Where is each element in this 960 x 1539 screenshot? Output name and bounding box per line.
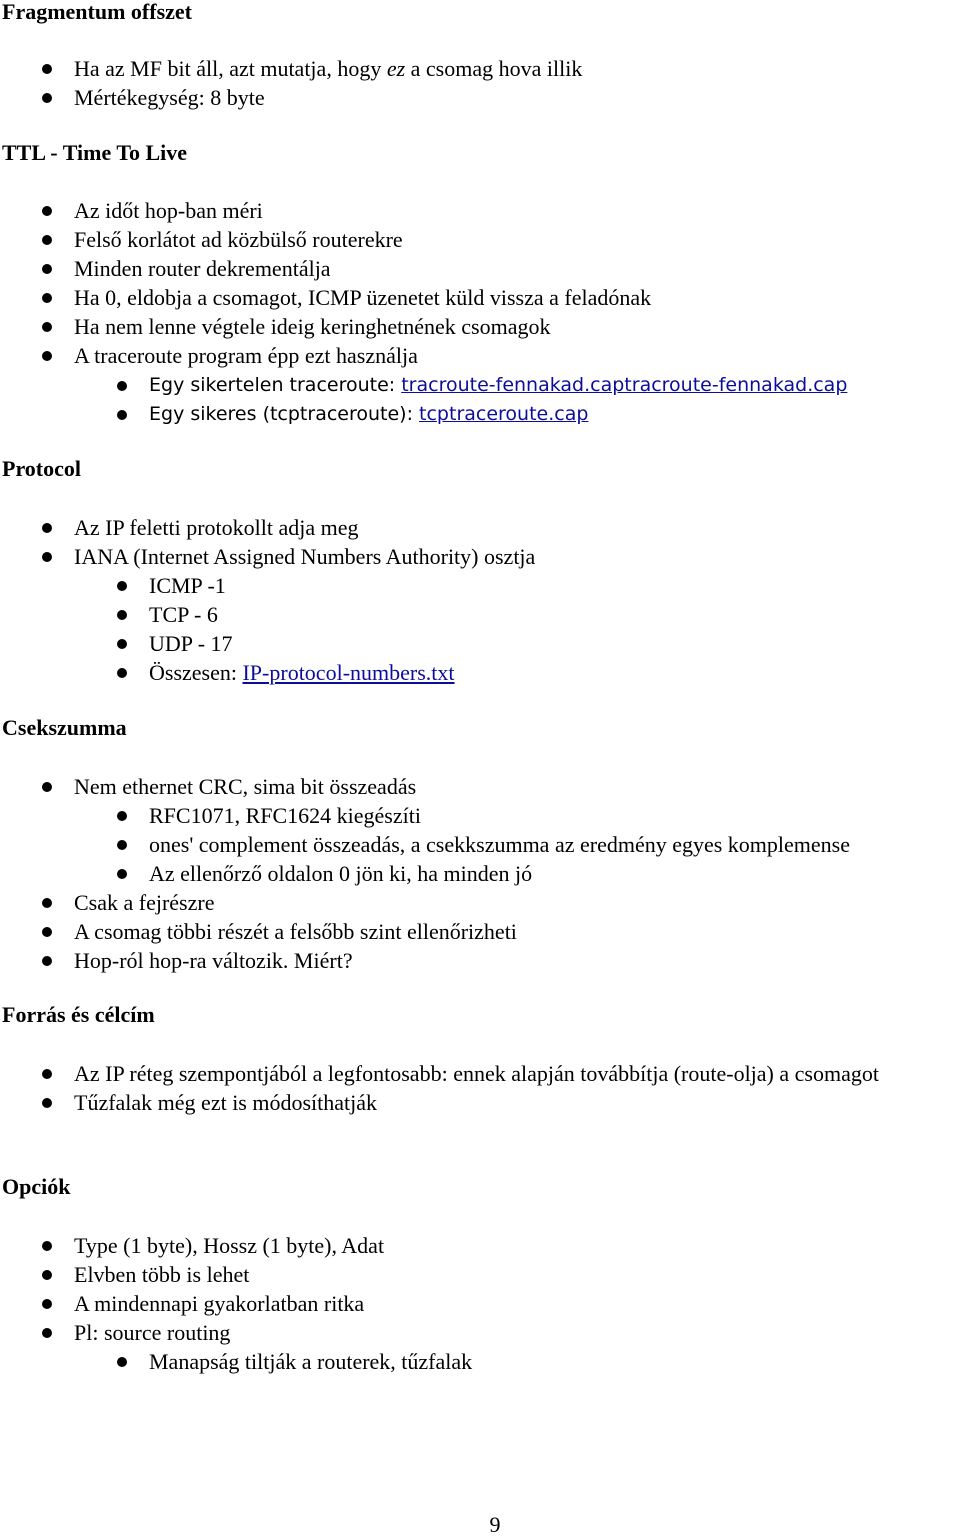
- fragment-offset-list: [40, 54, 582, 112]
- ttl-list: [40, 196, 651, 370]
- bullet-icon: [42, 898, 52, 908]
- bullet-icon: [42, 293, 52, 303]
- protocol-sublist: [115, 571, 455, 687]
- bullet-icon: [42, 351, 52, 361]
- list-item: Hop-ról hop-ra változik. Miért?: [40, 946, 517, 975]
- list-item: Elvben több is lehet: [40, 1260, 384, 1289]
- bullet-icon: [42, 523, 52, 533]
- list-item: Manapság tiltják a routerek, tűzfalak: [115, 1347, 472, 1376]
- list-item: Mértékegység: 8 byte: [40, 83, 582, 112]
- list-item: Ha nem lenne végtele ideig keringhetnének csomagok: [40, 312, 651, 341]
- bullet-icon: [42, 1270, 52, 1280]
- list-item: Az IP réteg szempontjából a legfontosabb: ennek alapján továbbítja (route-olja) a csomagot: [40, 1059, 904, 1088]
- list-item: A traceroute program épp ezt használja: [40, 341, 651, 370]
- bullet-icon: [117, 639, 127, 649]
- list-item: Type (1 byte), Hossz (1 byte), Adat: [40, 1231, 384, 1260]
- list-item: Egy sikeres (tcptraceroute): tcptraceroute.cap: [115, 400, 847, 429]
- addresses-list: [40, 1059, 904, 1117]
- list-item: Nem ethernet CRC, sima bit összeadás: [40, 772, 416, 801]
- bullet-icon: [42, 927, 52, 937]
- list-item: Az időt hop-ban méri: [40, 196, 651, 225]
- list-item: Tűzfalak még ezt is módosíthatják: [40, 1088, 904, 1117]
- bullet-icon: [42, 235, 52, 245]
- bullet-icon: [42, 1328, 52, 1338]
- list-item: ones' complement összeadás, a csekkszumma az eredmény egyes komplemense: [115, 830, 850, 859]
- bullet-icon: [42, 322, 52, 332]
- checksum-list: [40, 772, 416, 801]
- list-item: UDP - 17: [115, 629, 455, 658]
- bullet-icon: [42, 93, 52, 103]
- list-item: Összesen: IP-protocol-numbers.txt: [115, 658, 455, 687]
- bullet-icon: [117, 840, 127, 850]
- bullet-icon: [42, 206, 52, 216]
- bullet-icon: [42, 956, 52, 966]
- protocol-numbers-link[interactable]: IP-protocol-numbers.txt: [242, 660, 455, 685]
- list-item: ICMP -1: [115, 571, 455, 600]
- list-item: Ha 0, eldobja a csomagot, ICMP üzenetet küld vissza a feladónak: [40, 283, 651, 312]
- list-item: Felső korlátot ad közbülső routerekre: [40, 225, 651, 254]
- page-number: 9: [489, 1512, 501, 1537]
- section-heading-checksum: Csekszumma: [2, 715, 127, 740]
- bullet-icon: [42, 782, 52, 792]
- list-item: RFC1071, RFC1624 kiegészíti: [115, 801, 850, 830]
- bullet-icon: [42, 64, 52, 74]
- list-item: Csak a fejrészre: [40, 888, 517, 917]
- checksum-sublist: [115, 801, 850, 888]
- list-item: A csomag többi részét a felsőbb szint ellenőrizheti: [40, 917, 517, 946]
- list-item: A mindennapi gyakorlatban ritka: [40, 1289, 384, 1318]
- bullet-icon: [42, 1069, 52, 1079]
- list-item: IANA (Internet Assigned Numbers Authority) osztja: [40, 542, 535, 571]
- list-item: TCP - 6: [115, 600, 455, 629]
- traceroute-fail-link[interactable]: tracroute-fennakad.captracroute-fennakad.cap: [401, 374, 848, 396]
- bullet-icon: [117, 410, 127, 420]
- tcptraceroute-link[interactable]: tcptraceroute.cap: [419, 403, 589, 425]
- checksum-list-continued: [40, 888, 517, 975]
- list-item: Minden router dekrementálja: [40, 254, 651, 283]
- bullet-icon: [117, 581, 127, 591]
- options-list: [40, 1231, 384, 1347]
- section-heading-options: Opciók: [2, 1174, 71, 1199]
- bullet-icon: [117, 811, 127, 821]
- section-heading-fragment-offset: Fragmentum offszet: [2, 0, 192, 24]
- bullet-icon: [117, 1357, 127, 1367]
- bullet-icon: [117, 668, 127, 678]
- list-item: Az IP feletti protokollt adja meg: [40, 513, 535, 542]
- bullet-icon: [42, 552, 52, 562]
- bullet-icon: [117, 381, 127, 391]
- bullet-icon: [42, 264, 52, 274]
- traceroute-sublist: [115, 371, 847, 429]
- options-sublist: [115, 1347, 472, 1376]
- section-heading-protocol: Protocol: [2, 456, 82, 481]
- bullet-icon: [117, 610, 127, 620]
- list-item: Ha az MF bit áll, azt mutatja, hogy ez a csomag hova illik: [40, 54, 582, 83]
- bullet-icon: [42, 1241, 52, 1251]
- bullet-icon: [42, 1299, 52, 1309]
- list-item: Az ellenőrző oldalon 0 jön ki, ha minden jó: [115, 859, 850, 888]
- list-item: Egy sikertelen traceroute: tracroute-fennakad.captracroute-fennakad.cap: [115, 371, 847, 400]
- section-heading-addresses: Forrás és célcím: [2, 1002, 155, 1027]
- bullet-icon: [117, 869, 127, 879]
- section-heading-ttl: TTL - Time To Live: [2, 140, 188, 165]
- protocol-list: [40, 513, 535, 571]
- list-item: Pl: source routing: [40, 1318, 384, 1347]
- bullet-icon: [42, 1098, 52, 1108]
